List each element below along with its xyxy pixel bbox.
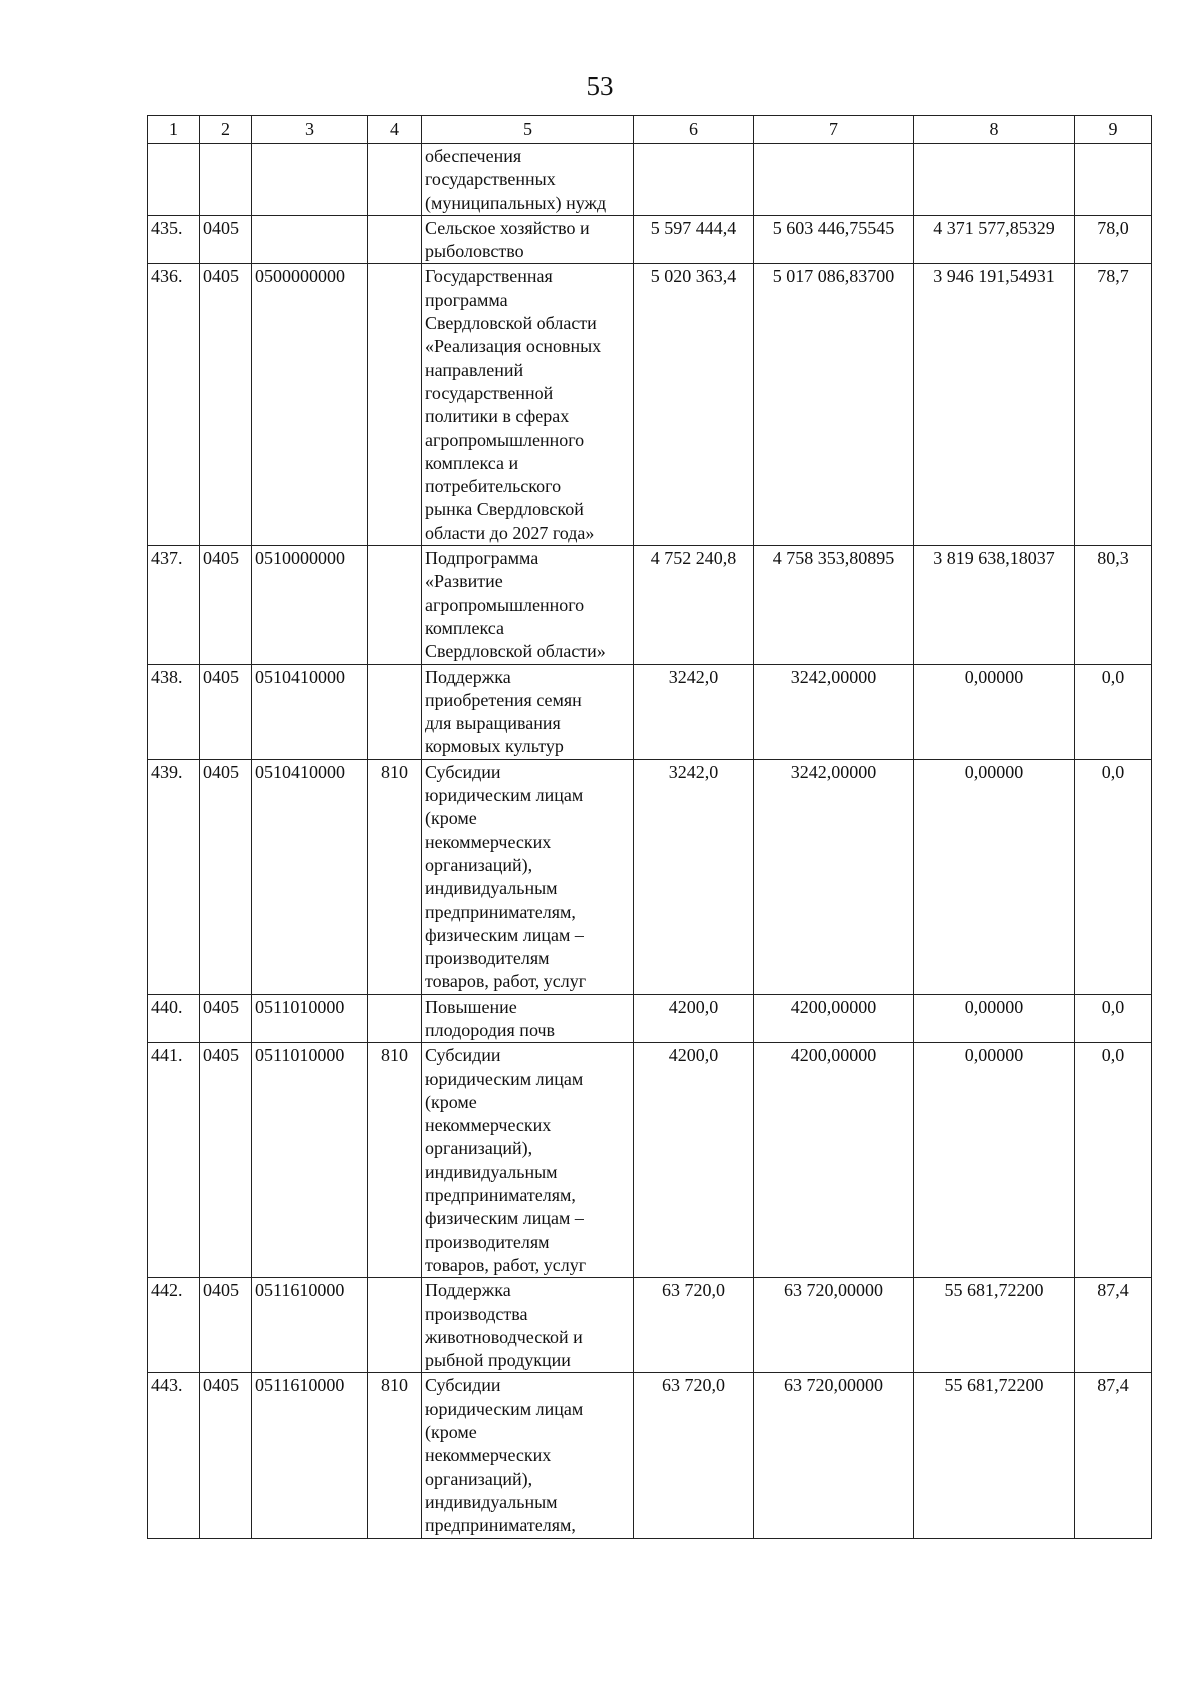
- execution-percent-cell: [1075, 664, 1152, 759]
- cell-text-line: Субсидии: [425, 761, 501, 782]
- cell-text-line: 0405: [203, 1375, 239, 1396]
- cell-text-line: 0,0: [1101, 996, 1125, 1017]
- plan-amount-cell: [634, 1373, 754, 1538]
- cell-text-line: кормовых культур: [425, 736, 564, 757]
- cell-text-line: 4200,00000: [790, 996, 877, 1017]
- cell-text-line: 0,00000: [964, 666, 1024, 687]
- execution-percent-cell: [1075, 144, 1152, 216]
- target-code-cell: [252, 546, 368, 664]
- expense-type-cell: [368, 1043, 422, 1278]
- cell-text-line: программа: [425, 289, 508, 310]
- plan-amount-cell: [634, 215, 754, 264]
- column-header: 7: [754, 116, 914, 144]
- target-code-cell: [252, 1043, 368, 1278]
- cell-text-line: 441.: [151, 1045, 183, 1066]
- cell-text-line: 5 017 086,83700: [772, 266, 895, 287]
- cell-text-line: 0405: [203, 666, 239, 687]
- cell-text-line: 5 603 446,75545: [772, 217, 895, 238]
- target-code-cell: [252, 759, 368, 994]
- cell-text-line: Сельское хозяйство и: [425, 217, 590, 238]
- cell-text-line: рыбной продукции: [425, 1350, 571, 1371]
- cell-text-line: предпринимателям,: [425, 901, 576, 922]
- cell-text-line: Субсидии: [425, 1045, 501, 1066]
- cell-text-line: 0510410000: [255, 761, 345, 782]
- cell-text-line: 55 681,72200: [944, 1280, 1044, 1301]
- cell-text-line: Свердловской области»: [425, 641, 606, 662]
- column-header: 9: [1075, 116, 1152, 144]
- expense-type-cell: [368, 759, 422, 994]
- table-row: [148, 144, 1152, 216]
- table-row: [148, 215, 1152, 264]
- target-code-cell: [252, 264, 368, 546]
- cell-text-line: товаров, работ, услуг: [425, 971, 587, 992]
- cell-text-line: организаций),: [425, 1468, 533, 1489]
- section-code-cell: [200, 664, 252, 759]
- cell-text-line: некоммерческих: [425, 831, 552, 852]
- expense-type-cell: [368, 215, 422, 264]
- adjusted-amount-cell: [754, 144, 914, 216]
- cell-text-line: 0405: [203, 217, 239, 238]
- table-row: [148, 664, 1152, 759]
- executed-amount-cell: [914, 1043, 1075, 1278]
- cell-text-line: агропромышленного: [425, 429, 585, 450]
- item-name-cell: [422, 1373, 634, 1538]
- cell-text-line: некоммерческих: [425, 1445, 552, 1466]
- target-code-cell: [252, 664, 368, 759]
- cell-text-line: 3242,0: [668, 761, 719, 782]
- section-code-cell: [200, 215, 252, 264]
- item-name-cell: [422, 144, 634, 216]
- section-code-cell: [200, 546, 252, 664]
- cell-text-line: обеспечения: [425, 146, 522, 166]
- cell-text-line: 810: [381, 1045, 408, 1066]
- cell-text-line: направлений: [425, 359, 524, 380]
- cell-text-line: 4 752 240,8: [650, 548, 737, 569]
- cell-text-line: 0511610000: [255, 1375, 345, 1396]
- table-row: [148, 264, 1152, 546]
- cell-text-line: 4 371 577,85329: [933, 217, 1055, 238]
- row-number-cell: [148, 1043, 200, 1278]
- adjusted-amount-cell: [754, 264, 914, 546]
- cell-text-line: 442.: [151, 1280, 183, 1301]
- cell-text-line: (муниципальных) нужд: [425, 192, 607, 213]
- cell-text-line: плодородия почв: [425, 1019, 556, 1040]
- table-row: [148, 1043, 1152, 1278]
- adjusted-amount-cell: [754, 546, 914, 664]
- table-header-row: [148, 116, 1152, 144]
- table-row: [148, 994, 1152, 1043]
- executed-amount-cell: [914, 994, 1075, 1043]
- cell-text-line: физическим лицам –: [425, 924, 584, 945]
- item-name-cell: [422, 664, 634, 759]
- cell-text-line: 810: [381, 761, 408, 782]
- row-number-cell: [148, 1373, 200, 1538]
- target-code-cell: [252, 144, 368, 216]
- cell-text-line: агропромышленного: [425, 594, 585, 615]
- plan-amount-cell: [634, 144, 754, 216]
- cell-text-line: 0511010000: [255, 1045, 345, 1066]
- cell-text-line: производителям: [425, 1231, 550, 1252]
- target-code-cell: [252, 1373, 368, 1538]
- item-name-cell: [422, 1043, 634, 1278]
- row-number-cell: [148, 759, 200, 994]
- cell-text-line: Государственная: [425, 266, 553, 287]
- adjusted-amount-cell: [754, 759, 914, 994]
- cell-text-line: 0405: [203, 266, 239, 287]
- column-header: 6: [634, 116, 754, 144]
- cell-text-line: 439.: [151, 761, 183, 782]
- adjusted-amount-cell: [754, 1373, 914, 1538]
- cell-text-line: 0511010000: [255, 996, 345, 1017]
- cell-text-line: 0,0: [1101, 1045, 1125, 1066]
- cell-text-line: «Развитие: [425, 571, 503, 592]
- cell-text-line: 63 720,0: [662, 1280, 725, 1301]
- cell-text-line: производителям: [425, 948, 550, 969]
- cell-text-line: 0,00000: [964, 1045, 1024, 1066]
- cell-text-line: (кроме: [425, 1091, 477, 1112]
- execution-percent-cell: [1075, 994, 1152, 1043]
- executed-amount-cell: [914, 664, 1075, 759]
- cell-text-line: индивидуальным: [425, 1161, 558, 1182]
- cell-text-line: 5 597 444,4: [650, 217, 737, 238]
- cell-text-line: для выращивания: [425, 713, 561, 734]
- row-number-cell: [148, 546, 200, 664]
- cell-text-line: 0,0: [1101, 666, 1125, 687]
- plan-amount-cell: [634, 1043, 754, 1278]
- cell-text-line: организаций),: [425, 854, 533, 875]
- execution-percent-cell: [1075, 1278, 1152, 1373]
- expense-type-cell: [368, 144, 422, 216]
- row-number-cell: [148, 264, 200, 546]
- cell-text-line: 0405: [203, 996, 239, 1017]
- target-code-cell: [252, 1278, 368, 1373]
- cell-text-line: Повышение: [425, 996, 517, 1017]
- adjusted-amount-cell: [754, 994, 914, 1043]
- table-row: [148, 1373, 1152, 1538]
- cell-text-line: 0,00000: [964, 996, 1024, 1017]
- target-code-cell: [252, 215, 368, 264]
- cell-text-line: юридическим лицам: [425, 1398, 584, 1419]
- cell-text-line: 0500000000: [255, 266, 345, 287]
- cell-text-line: государственных: [425, 169, 556, 190]
- cell-text-line: 3242,0: [668, 666, 719, 687]
- cell-text-line: «Реализация основных: [425, 336, 602, 357]
- item-name-cell: [422, 994, 634, 1043]
- section-code-cell: [200, 994, 252, 1043]
- cell-text-line: 440.: [151, 996, 183, 1017]
- cell-text-line: (кроме: [425, 808, 477, 829]
- cell-text-line: физическим лицам –: [425, 1208, 584, 1229]
- cell-text-line: Свердловской области: [425, 313, 597, 334]
- expense-type-cell: [368, 1373, 422, 1538]
- item-name-cell: [422, 264, 634, 546]
- cell-text-line: политики в сферах: [425, 406, 570, 427]
- cell-text-line: индивидуальным: [425, 878, 558, 899]
- table-row: [148, 546, 1152, 664]
- plan-amount-cell: [634, 1278, 754, 1373]
- item-name-cell: [422, 759, 634, 994]
- expense-type-cell: [368, 546, 422, 664]
- cell-text-line: Поддержка: [425, 666, 511, 687]
- cell-text-line: Подпрограмма: [425, 548, 539, 569]
- section-code-cell: [200, 1278, 252, 1373]
- executed-amount-cell: [914, 1373, 1075, 1538]
- cell-text-line: 436.: [151, 266, 183, 287]
- cell-text-line: комплекса: [425, 617, 504, 638]
- cell-text-line: 0,00000: [964, 761, 1024, 782]
- expense-type-cell: [368, 264, 422, 546]
- execution-percent-cell: [1075, 1373, 1152, 1538]
- cell-text-line: 0405: [203, 548, 239, 569]
- cell-text-line: области до 2027 года»: [425, 522, 595, 543]
- executed-amount-cell: [914, 759, 1075, 994]
- page-number: 53: [586, 71, 614, 101]
- row-number-cell: [148, 994, 200, 1043]
- row-number-cell: [148, 664, 200, 759]
- cell-text-line: 437.: [151, 548, 183, 569]
- table-row: [148, 1278, 1152, 1373]
- expense-type-cell: [368, 664, 422, 759]
- adjusted-amount-cell: [754, 1278, 914, 1373]
- adjusted-amount-cell: [754, 1043, 914, 1278]
- section-code-cell: [200, 144, 252, 216]
- cell-text-line: 0511610000: [255, 1280, 345, 1301]
- section-code-cell: [200, 759, 252, 994]
- cell-text-line: 0510410000: [255, 666, 345, 687]
- cell-text-line: 443.: [151, 1375, 183, 1396]
- column-header: 8: [914, 116, 1075, 144]
- plan-amount-cell: [634, 264, 754, 546]
- cell-text-line: предпринимателям,: [425, 1515, 576, 1536]
- cell-text-line: (кроме: [425, 1422, 477, 1443]
- cell-text-line: юридическим лицам: [425, 1068, 584, 1089]
- row-number-cell: [148, 144, 200, 216]
- section-code-cell: [200, 1043, 252, 1278]
- cell-text-line: 5 020 363,4: [650, 266, 737, 287]
- cell-text-line: 4200,0: [668, 996, 719, 1017]
- item-name-cell: [422, 215, 634, 264]
- cell-text-line: Субсидии: [425, 1375, 501, 1396]
- adjusted-amount-cell: [754, 664, 914, 759]
- item-name-cell: [422, 546, 634, 664]
- cell-text-line: юридическим лицам: [425, 785, 584, 806]
- cell-text-line: 435.: [151, 217, 183, 238]
- cell-text-line: 78,0: [1097, 217, 1129, 238]
- cell-text-line: приобретения семян: [425, 689, 582, 710]
- cell-text-line: индивидуальным: [425, 1491, 558, 1512]
- cell-text-line: 0405: [203, 1045, 239, 1066]
- cell-text-line: 4200,0: [668, 1045, 719, 1066]
- row-number-cell: [148, 1278, 200, 1373]
- target-code-cell: [252, 994, 368, 1043]
- cell-text-line: 4 758 353,80895: [772, 548, 895, 569]
- section-code-cell: [200, 1373, 252, 1538]
- executed-amount-cell: [914, 144, 1075, 216]
- cell-text-line: комплекса и: [425, 452, 519, 473]
- executed-amount-cell: [914, 215, 1075, 264]
- plan-amount-cell: [634, 759, 754, 994]
- cell-text-line: 438.: [151, 666, 183, 687]
- cell-text-line: 78,7: [1097, 266, 1129, 287]
- column-header: 3: [252, 116, 368, 144]
- executed-amount-cell: [914, 264, 1075, 546]
- execution-percent-cell: [1075, 546, 1152, 664]
- cell-text-line: 87,4: [1097, 1280, 1129, 1301]
- cell-text-line: Поддержка: [425, 1280, 511, 1301]
- cell-text-line: животноводческой и: [425, 1326, 583, 1347]
- cell-text-line: 55 681,72200: [944, 1375, 1044, 1396]
- cell-text-line: 4200,00000: [790, 1045, 877, 1066]
- cell-text-line: 0510000000: [255, 548, 345, 569]
- cell-text-line: организаций),: [425, 1138, 533, 1159]
- section-code-cell: [200, 264, 252, 546]
- expense-type-cell: [368, 994, 422, 1043]
- budget-table: [147, 115, 1152, 1539]
- row-number-cell: [148, 215, 200, 264]
- cell-text-line: 63 720,00000: [784, 1375, 883, 1396]
- cell-text-line: товаров, работ, услуг: [425, 1254, 587, 1275]
- cell-text-line: производства: [425, 1303, 528, 1324]
- cell-text-line: 3 819 638,18037: [933, 548, 1055, 569]
- column-header: 2: [200, 116, 252, 144]
- cell-text-line: 3 946 191,54931: [933, 266, 1055, 287]
- cell-text-line: некоммерческих: [425, 1115, 552, 1136]
- cell-text-line: 87,4: [1097, 1375, 1129, 1396]
- cell-text-line: государственной: [425, 382, 554, 403]
- expense-type-cell: [368, 1278, 422, 1373]
- cell-text-line: 0405: [203, 1280, 239, 1301]
- cell-text-line: 3242,00000: [790, 761, 877, 782]
- cell-text-line: 3242,00000: [790, 666, 877, 687]
- execution-percent-cell: [1075, 1043, 1152, 1278]
- column-header: 4: [368, 116, 422, 144]
- execution-percent-cell: [1075, 215, 1152, 264]
- cell-text-line: 810: [381, 1375, 408, 1396]
- cell-text-line: 80,3: [1097, 548, 1129, 569]
- plan-amount-cell: [634, 994, 754, 1043]
- plan-amount-cell: [634, 546, 754, 664]
- cell-text-line: предпринимателям,: [425, 1185, 576, 1206]
- cell-text-line: 63 720,0: [662, 1375, 725, 1396]
- execution-percent-cell: [1075, 264, 1152, 546]
- executed-amount-cell: [914, 1278, 1075, 1373]
- execution-percent-cell: [1075, 759, 1152, 994]
- cell-text-line: потребительского: [425, 476, 562, 497]
- cell-text-line: 0,0: [1101, 761, 1125, 782]
- adjusted-amount-cell: [754, 215, 914, 264]
- cell-text-line: 0405: [203, 761, 239, 782]
- cell-text-line: рынка Свердловской: [425, 499, 584, 520]
- executed-amount-cell: [914, 546, 1075, 664]
- plan-amount-cell: [634, 664, 754, 759]
- item-name-cell: [422, 1278, 634, 1373]
- table-row: [148, 759, 1152, 994]
- column-header: 5: [422, 116, 634, 144]
- cell-text-line: рыболовство: [425, 241, 524, 262]
- cell-text-line: 63 720,00000: [784, 1280, 883, 1301]
- column-header: 1: [148, 116, 200, 144]
